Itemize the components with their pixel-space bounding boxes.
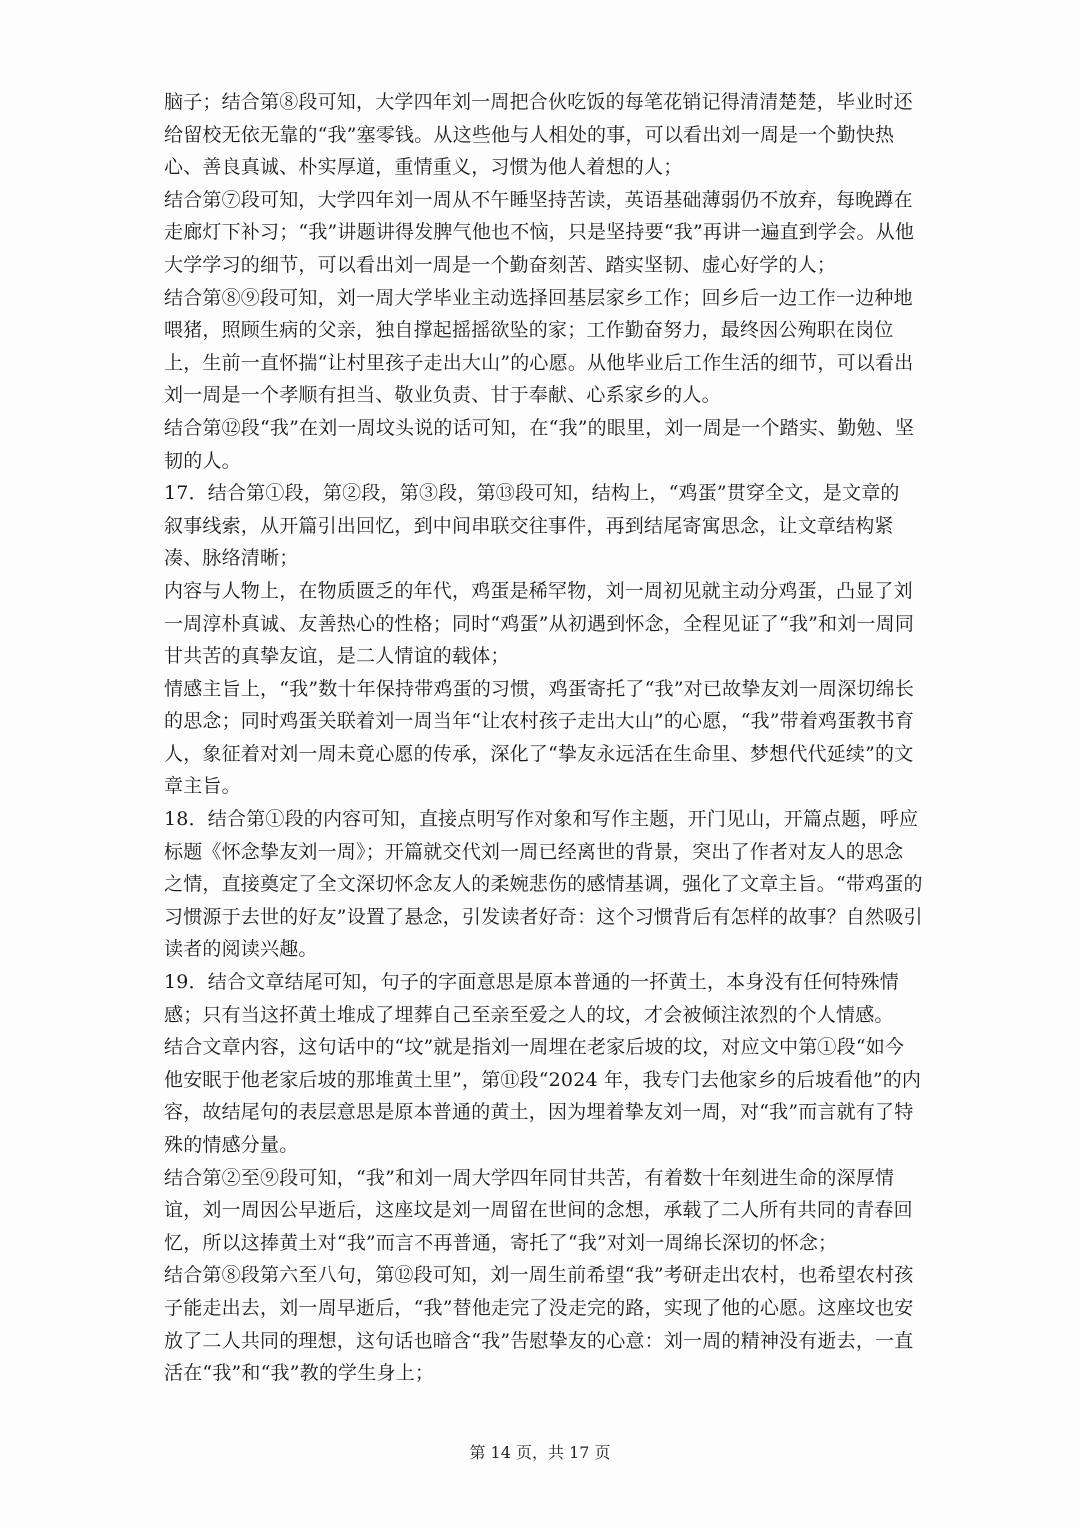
answer-text-body bbox=[164, 86, 923, 1390]
text-line: 结合第②至⑨段可知，“我”和刘一周大学四年同甘共苦，有着数十年刻进生命的深厚情 bbox=[164, 1166, 895, 1189]
text-line: 标题《怀念挚友刘一周》；开篇就交代刘一周已经离世的背景，突出了作者对友人的思念 bbox=[164, 840, 904, 863]
text-line: 刘一周是一个孝顺有担当、敬业负责、甘于奉献、心系家乡的人。 bbox=[164, 384, 721, 407]
text-line: 情感主旨上，“我”数十年保持带鸡蛋的习惯，鸡蛋寄托了“我”对已故挚友刘一周深切绵长 bbox=[164, 677, 915, 700]
text-line: 容，故结尾句的表层意思是原本普通的黄土，因为埋着挚友刘一周，对“我”而言就有了特 bbox=[164, 1101, 914, 1124]
text-line: 脑子；结合第⑧段可知，大学四年刘一周把合伙吃饭的每笔花销记得清清楚楚，毕业时还 bbox=[164, 91, 913, 113]
text-line: 结合文章内容，这句话中的“坟”就是指刘一周埋在老家后坡的坟，对应文中第①段“如今 bbox=[164, 1036, 905, 1059]
text-line: 上，生前一直怀揣“让村里孩子走出大山”的心愿。从他毕业后工作生活的细节，可以看出 bbox=[164, 351, 914, 374]
text-line: 读者的阅读兴趣。 bbox=[164, 938, 318, 961]
text-line: 结合第⑧⑨段可知，刘一周大学毕业主动选择回基层家乡工作；回乡后一边工作一边种地 bbox=[164, 286, 913, 309]
text-line: 内容与人物上，在物质匮乏的年代，鸡蛋是稀罕物，刘一周初见就主动分鸡蛋，凸显了刘 bbox=[164, 579, 913, 602]
text-line: 结合第⑧段第六至八句，第⑫段可知，刘一周生前希望“我”考研走出农村，也希望农村孩 bbox=[164, 1264, 914, 1287]
text-line: 之情，直接奠定了全文深切怀念友人的柔婉悲伤的感情基调，强化了文章主旨。“带鸡蛋的 bbox=[164, 873, 923, 896]
text-line: 叙事线索，从开篇引出回忆，到中间串联交往事件，再到结尾寄寓思念，让文章结构紧 bbox=[164, 514, 894, 537]
text-line: 的思念；同时鸡蛋关联着刘一周当年“让农村孩子走出大山”的心愿，“我”带着鸡蛋教书育 bbox=[164, 710, 915, 733]
text-line: 感；只有当这抔黄土堆成了埋葬自己至亲至爱之人的坟，才会被倾注浓烈的个人情感。 bbox=[164, 1003, 894, 1026]
text-line: 活在“我”和“我”教的学生身上； bbox=[164, 1362, 435, 1385]
text-line: 甘共苦的真挚友谊，是二人情谊的载体； bbox=[164, 645, 510, 668]
text-line: 殊的情感分量。 bbox=[164, 1134, 299, 1156]
text-line: 走廊灯下补习；“我”讲题讲得发脾气他也不恼，只是坚持要“我”再讲一遍直到学会。从他 bbox=[164, 221, 915, 244]
text-line: 凑、脉络清晰； bbox=[164, 547, 299, 570]
text-line: 19．结合文章结尾可知，句子的字面意思是原本普通的一抔黄土，本身没有任何特殊情 bbox=[164, 971, 899, 994]
text-line: 结合第⑦段可知，大学四年刘一周从不午睡坚持苦读，英语基础薄弱仍不放弃，每晚蹲在 bbox=[164, 188, 913, 211]
text-line: 喂猪，照顾生病的父亲，独自撑起摇摇欲坠的家；工作勤奋努力，最终因公殉职在岗位 bbox=[164, 319, 894, 342]
text-line: 17．结合第①段，第②段，第③段，第⑬段可知，结构上，“鸡蛋”贯穿全文，是文章的 bbox=[164, 482, 900, 505]
page-number-footer: 第 14 页，共 17 页 bbox=[469, 1443, 611, 1462]
text-line: 大学学习的细节，可以看出刘一周是一个勤奋刻苦、踏实坚韧、虚心好学的人； bbox=[164, 253, 837, 276]
text-line: 给留校无依无靠的“我”塞零钱。从这些他与人相处的事，可以看出刘一周是一个勤快热 bbox=[164, 123, 895, 146]
text-line: 心、善良真诚、朴实厚道，重情重义，习惯为他人着想的人； bbox=[164, 156, 683, 179]
text-line: 他安眠于他老家后坡的那堆黄土里”，第⑪段“2024 年，我专门去他家乡的后坡看他”的内 bbox=[164, 1068, 922, 1091]
text-line: 一周淳朴真诚、友善热心的性格；同时“鸡蛋”从初遇到怀念，全程见证了“我”和刘一周同 bbox=[164, 612, 915, 635]
text-line: 韧的人。 bbox=[164, 449, 241, 472]
text-line: 人，象征着对刘一周未竟心愿的传承，深化了“挚友永远活在生命里、梦想代代延续”的文 bbox=[164, 742, 914, 765]
text-line: 放了二人共同的理想，这句话也暗含“我”告慰挚友的心意：刘一周的精神没有逝去，一直 bbox=[164, 1329, 914, 1352]
text-line: 18．结合第①段的内容可知，直接点明写作对象和写作主题，开门见山，开篇点题，呼应 bbox=[164, 808, 919, 831]
text-line: 结合第⑫段“我”在刘一周坟头说的话可知，在“我”的眼里，刘一周是一个踏实、勤勉、坚 bbox=[164, 416, 915, 439]
text-line: 忆，所以这捧黄土对“我”而言不再普通，寄托了“我”对刘一周绵长深切的怀念； bbox=[164, 1231, 838, 1254]
text-line: 子能走出去，刘一周早逝后，“我”替他走完了没走完的路，实现了他的心愿。这座坟也安 bbox=[164, 1296, 914, 1319]
text-line: 谊，刘一周因公早逝后，这座坟是刘一周留在世间的念想，承载了二人所有共同的青春回 bbox=[164, 1199, 913, 1222]
text-line: 章主旨。 bbox=[164, 775, 241, 798]
text-line: 习惯源于去世的好友”设置了悬念，引发读者好奇：这个习惯背后有怎样的故事？自然吸引 bbox=[164, 905, 923, 928]
